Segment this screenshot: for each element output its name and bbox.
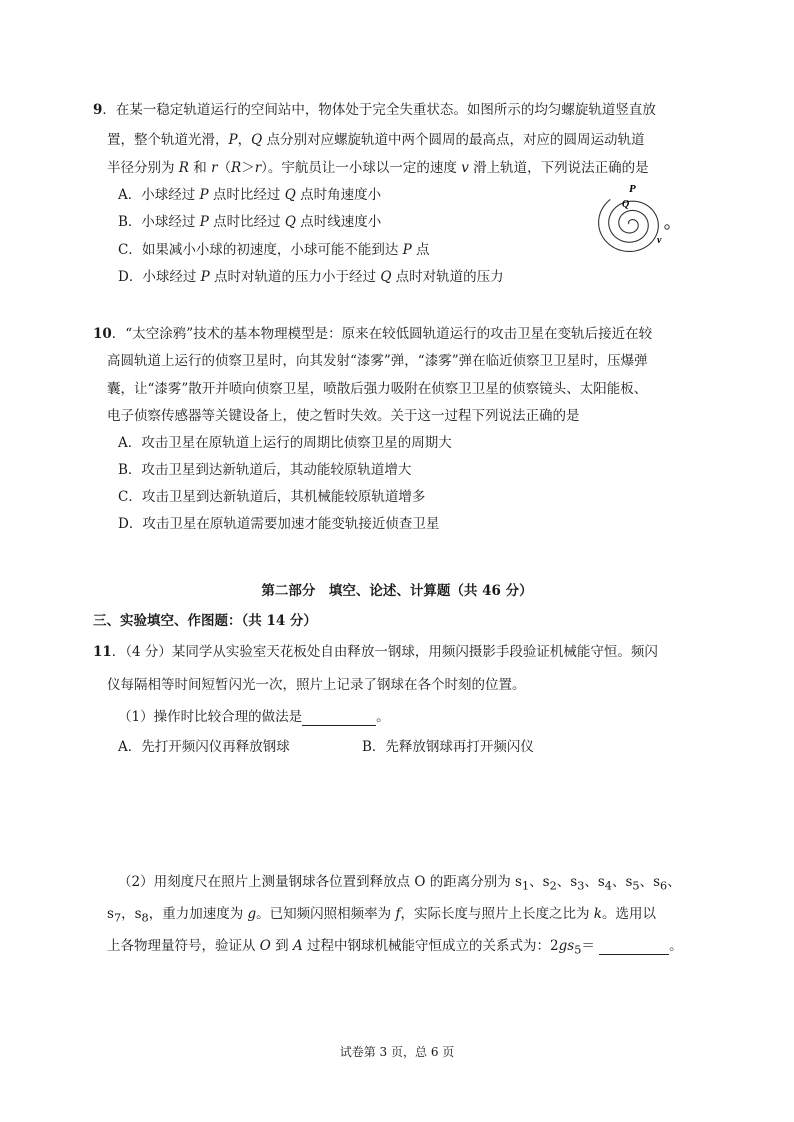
q10-line3: 囊，让“漆雾”散开并喷向侦察卫星，喷散后强力吸附在侦察卫卫星的侦察镜头、太阳能板、 — [107, 381, 648, 397]
q10-line4: 电子侦察传感器等关键设备上，使之暂时失效。关于这一过程下列说法正确的是 — [107, 408, 580, 424]
q10-option-a[interactable]: A．攻击卫星在原轨道上运行的周期比侦察卫星的周期大 — [118, 435, 452, 451]
q10-option-c[interactable]: C．攻击卫星到达新轨道后，其机械能较原轨道增多 — [118, 489, 426, 505]
ball — [665, 225, 669, 229]
label-Q: Q — [622, 199, 630, 210]
q10-option-d[interactable]: D．攻击卫星在原轨道需要加速才能变轨接近侦查卫星 — [118, 516, 440, 532]
q11-sub2-line1: （2）用刻度尺在照片上测量钢球各位置到释放点 O 的距离分别为 $s_1$、$s_2$、$s_3$、$s_4$、$s_5$、$s_6$、 — [118, 874, 681, 893]
q9-option-a[interactable]: A．小球经过 P 点时比经过 Q 点时角速度小 — [118, 187, 382, 203]
q11-line2: 仪每隔相等时间短暂闪光一次，照片上记录了钢球在各个时刻的位置。 — [107, 677, 526, 693]
q10-line1: 10．“太空涂鸦”技术的基本物理模型是：原来在较低圆轨道运行的攻击卫星在变轨后接近在较 — [93, 326, 653, 342]
q11-number: 11 — [93, 644, 112, 660]
q11-sub2-line2: $s_7$，$s_8$，重力加速度为 g。已知频闪照相频率为 f，实际长度与照片上长度之比为 k。选用以 — [107, 906, 656, 925]
q9-number: 9 — [93, 102, 103, 118]
q10-line2: 高圆轨道上运行的侦察卫星时，向其发射“漆雾”弹，“漆雾”弹在临近侦察卫卫星时，压爆弹 — [107, 353, 648, 369]
q10-number: 10 — [93, 326, 112, 342]
answer-blank-2[interactable] — [599, 938, 669, 955]
label-P: P — [629, 183, 636, 195]
q9-option-b[interactable]: B．小球经过 P 点时比经过 Q 点时线速度小 — [118, 214, 382, 230]
answer-blank-1[interactable] — [302, 709, 376, 726]
q9-line2: 置，整个轨道光滑，P，Q 点分别对应螺旋轨道中两个圆周的最高点，对应的圆周运动轨道 — [107, 132, 645, 148]
q9-option-d[interactable]: D．小球经过 P 点时对轨道的压力小于经过 Q 点时对轨道的压力 — [118, 269, 504, 285]
part2-title: 第二部分 填空、论述、计算题（共 46 分） — [261, 583, 533, 599]
q9-option-c[interactable]: C．如果减小小球的初速度，小球可能不能到达 P 点 — [118, 242, 430, 258]
q11-sub2-line3: 上各物理量符号，验证从 O 到 A 过程中钢球机械能守恒成立的关系式为：$2gs_5=$ 。 — [107, 938, 683, 957]
section3-title: 三、实验填空、作图题：（共 14 分） — [93, 613, 317, 629]
q11-line1: 11．（4 分）某同学从实验室天花板处自由释放一钢球，用频闪摄影手段验证机械能守恒。频闪 — [93, 644, 658, 660]
q10-option-b[interactable]: B．攻击卫星到达新轨道后，其动能较原轨道增大 — [118, 462, 412, 478]
q11-option-b[interactable]: B．先释放钢球再打开频闪仪 — [362, 739, 534, 755]
q9-line3: 半径分别为 R 和 r（R＞r）。宇航员让一小球以一定的速度 v 滑上轨道，下列说法正确的是 — [107, 160, 649, 176]
q9-line1: 9．在某一稳定轨道运行的空间站中，物体处于完全失重状态。如图所示的均匀螺旋轨道竖直放 — [93, 102, 656, 118]
q11-sub1: （1）操作时比较合理的做法是 。 — [118, 709, 390, 725]
spiral-track-figure — [593, 178, 693, 268]
label-v: v — [657, 235, 662, 246]
page-footer: 试卷第 3 页，总 6 页 — [339, 1045, 455, 1059]
q11-option-a[interactable]: A．先打开频闪仪再释放钢球 — [118, 739, 290, 755]
